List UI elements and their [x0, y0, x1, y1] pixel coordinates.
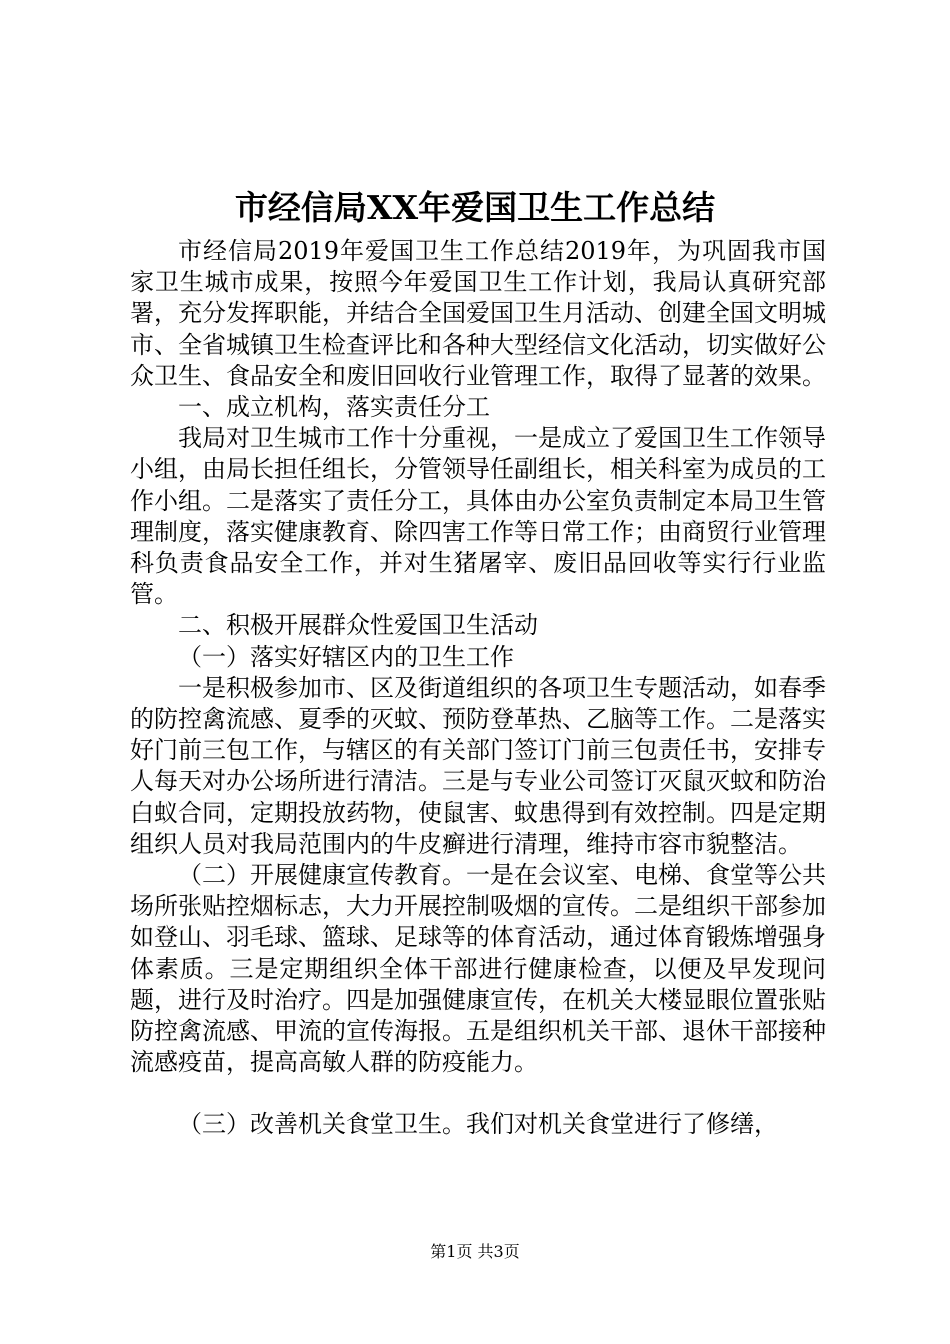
paragraph-section-1: 我局对卫生城市工作十分重视，一是成立了爱国卫生工作领导小组，由局长担任组长，分管领导任副组长，相关科室为成员的工作小组。二是落实了责任分工，具体由办公室负责制定本局卫生管理制度，落实健康教育、除四害工作等日常工作；由商贸行业管理科负责食品安全工作，并对生猪屠宰、废旧品回收等实行行业监管。 — [130, 424, 826, 609]
section-heading-2: 二、积极开展群众性爱国卫生活动 — [178, 611, 538, 640]
paragraph-subsection-2: （二）开展健康宣传教育。一是在会议室、电梯、食堂等公共场所张贴控烟标志，大力开展控制吸烟的宣传。二是组织干部参加如登山、羽毛球、篮球、足球等的体育活动，通过体育锻炼增强身体素质。三是定期组织全体干部进行健康检查，以便及早发现问题，进行及时治疗。四是加强健康宣传，在机关大楼显眼位置张贴防控禽流感、甲流的宣传海报。五是组织机关干部、退休干部接种流感疫苗，提高高敏人群的防疫能力。 — [130, 861, 826, 1077]
paragraph-intro: 市经信局2019年爱国卫生工作总结2019年，为巩固我市国家卫生城市成果，按照今年爱国卫生工作计划，我局认真研究部署，充分发挥职能，并结合全国爱国卫生月活动、创建全国文明城市、全省城镇卫生检查评比和各种大型经信文化活动，切实做好公众卫生、食品安全和废旧回收行业管理工作，取得了显著的效果。 — [130, 237, 826, 390]
subsection-heading-1: （一）落实好辖区内的卫生工作 — [178, 642, 514, 671]
paragraph-subsection-1: 一是积极参加市、区及街道组织的各项卫生专题活动，如春季的防控禽流感、夏季的灭蚊、预防登革热、乙脑等工作。二是落实好门前三包工作，与辖区的有关部门签订门前三包责任书，安排专人每天对办公场所进行清洁。三是与专业公司签订灭鼠灭蚊和防治白蚁合同，定期投放药物，使鼠害、蚊患得到有效控制。四是定期组织人员对我局范围内的牛皮癣进行清理，维持市容市貌整洁。 — [130, 673, 826, 858]
section-heading-1: 一、成立机构，落实责任分工 — [178, 393, 490, 422]
document-body — [130, 236, 826, 1141]
page-footer: 第1页 共3页 — [430, 1242, 520, 1261]
paragraph-subsection-3: （三）改善机关食堂卫生。我们对机关食堂进行了修缮， — [178, 1110, 778, 1139]
document-title: 市经信局XX年爱国卫生工作总结 — [234, 188, 716, 227]
